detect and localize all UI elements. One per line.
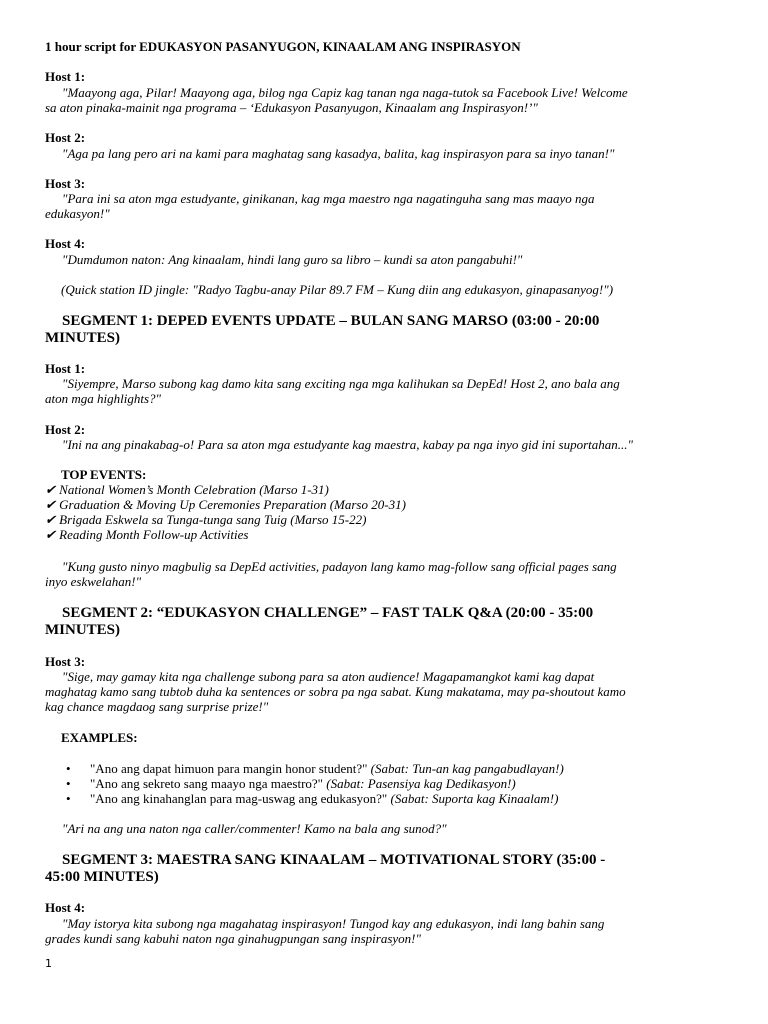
host2-dialogue-line: "Aga pa lang pero ari na kami para maghatag sang kasadya, balita, kag inspirasyon para sa inyo tanan!": [62, 146, 615, 161]
event-item: ✔ Brigada Eskwela sa Tunga-tunga sang Tuig (Marso 15-22): [45, 512, 367, 527]
example-answer: (Sabat: Tun-an kag pangabudlayan!): [367, 761, 564, 776]
bullet-icon: •: [66, 761, 71, 776]
event-list: [45, 482, 406, 542]
document-title: 1 hour script for EDUKASYON PASANYUGON, KINAALAM ANG INSPIRASYON: [45, 39, 521, 54]
segment2-closing-line: "Ari na ang una naton nga caller/commenter! Kamo na bala ang sunod?": [62, 821, 447, 836]
station-id-jingle: (Quick station ID jingle: "Radyo Tagbu-anay Pilar 89.7 FM – Kung diin ang edukasyon, ginapasanyog!"): [61, 282, 614, 297]
host3-label: Host 3:: [45, 654, 86, 669]
segment2-heading: SEGMENT 2: “EDUKASYON CHALLENGE” – FAST TALK Q&A (20:00 - 35:00: [62, 605, 594, 621]
host2-label: Host 2:: [45, 422, 86, 437]
host4-label: Host 4:: [45, 236, 86, 251]
event-item: ✔ Graduation & Moving Up Ceremonies Preparation (Marso 20-31): [45, 497, 406, 512]
bullet-icon: •: [66, 791, 71, 806]
example-item: [66, 791, 558, 806]
host1-dialogue-line: "Maayong aga, Pilar! Maayong aga, bilog nga Capiz kag tanan nga naga-tutok sa Facebook Live! Welcome: [62, 85, 628, 100]
host4-dialogue-line: "Dumdumon naton: Ang kinaalam, hindi lang guro sa libro – kundi sa aton pangabuhi!": [62, 252, 523, 267]
example-item: [66, 761, 564, 776]
event-item: ✔ Reading Month Follow-up Activities: [45, 527, 249, 542]
example-question: "Ano ang kinahanglan para mag-uswag ang edukasyon?": [90, 791, 388, 806]
example-question: "Ano ang dapat himuon para mangin honor student?": [90, 761, 368, 776]
segment2-heading: MINUTES): [45, 622, 121, 638]
examples-label: EXAMPLES:: [61, 730, 138, 745]
host1-label: Host 1:: [45, 361, 86, 376]
example-item: [66, 776, 516, 791]
host4-label: Host 4:: [45, 900, 86, 915]
host4-dialogue-line: grades kundi sang kabuhi naton nga ginahugpungan sang inspirasyon!": [45, 931, 421, 946]
host1-dialogue-line: "Siyempre, Marso subong kag damo kita sang exciting nga mga kalihukan sa DepEd! Host 2, ano bala ang: [62, 376, 620, 391]
segment1-closing-line: inyo eskwelahan!": [45, 574, 142, 589]
host3-label: Host 3:: [45, 176, 86, 191]
host3-dialogue-line: "Para ini sa aton mga estudyante, ginikanan, kag mga maestro nga nagatinguha sang mas maayo nga: [62, 191, 595, 206]
example-answer: (Sabat: Pasensiya kag Dedikasyon!): [322, 776, 516, 791]
event-item: ✔ National Women’s Month Celebration (Marso 1-31): [45, 482, 329, 497]
host2-label: Host 2:: [45, 130, 86, 145]
host3-dialogue-line: maghatag kamo sang tubtob duha ka sentences or sobra pa nga sabat. Kung makatama, may pa-shoutout kamo: [45, 684, 626, 699]
host4-dialogue-line: "May istorya kita subong nga magahatag inspirasyon! Tungod kay ang edukasyon, indi lang bahin sang: [62, 916, 605, 931]
example-answer: (Sabat: Suporta kag Kinaalam!): [387, 791, 559, 806]
page-number: 1: [45, 957, 52, 970]
host2-dialogue-line: "Ini na ang pinakabag-o! Para sa aton mga estudyante kag maestra, kabay pa nga inyo gid ini suportahan...": [62, 437, 633, 452]
segment3-heading: SEGMENT 3: MAESTRA SANG KINAALAM – MOTIVATIONAL STORY (35:00 -: [62, 852, 606, 868]
host1-dialogue-line: aton mga highlights?": [45, 391, 161, 406]
host3-dialogue-line: edukasyon!": [45, 206, 110, 221]
segment1-heading: SEGMENT 1: DEPED EVENTS UPDATE – BULAN SANG MARSO (03:00 - 20:00: [62, 313, 600, 329]
segment3-heading: 45:00 MINUTES): [45, 869, 159, 885]
host1-dialogue-line: sa aton pinaka-mainit nga programa – ‘Edukasyon Pasanyugon, Kinaalam ang Inspirasyon!’": [45, 100, 538, 115]
host3-dialogue-line: "Sige, may gamay kita nga challenge subong para sa aton audience! Magapamangkot kami kag dapat: [62, 669, 595, 684]
segment1-heading: MINUTES): [45, 330, 121, 346]
host1-label: Host 1:: [45, 69, 86, 84]
segment1-closing-line: "Kung gusto ninyo magbulig sa DepEd activities, padayon lang kamo mag-follow sang official pages sang: [62, 559, 617, 574]
host3-dialogue-line: kag chance magdaog sang surprise prize!": [45, 699, 269, 714]
top-events-label: TOP EVENTS:: [61, 467, 147, 482]
example-question: "Ano ang sekreto sang maayo nga maestro?": [90, 776, 323, 791]
bullet-icon: •: [66, 776, 71, 791]
